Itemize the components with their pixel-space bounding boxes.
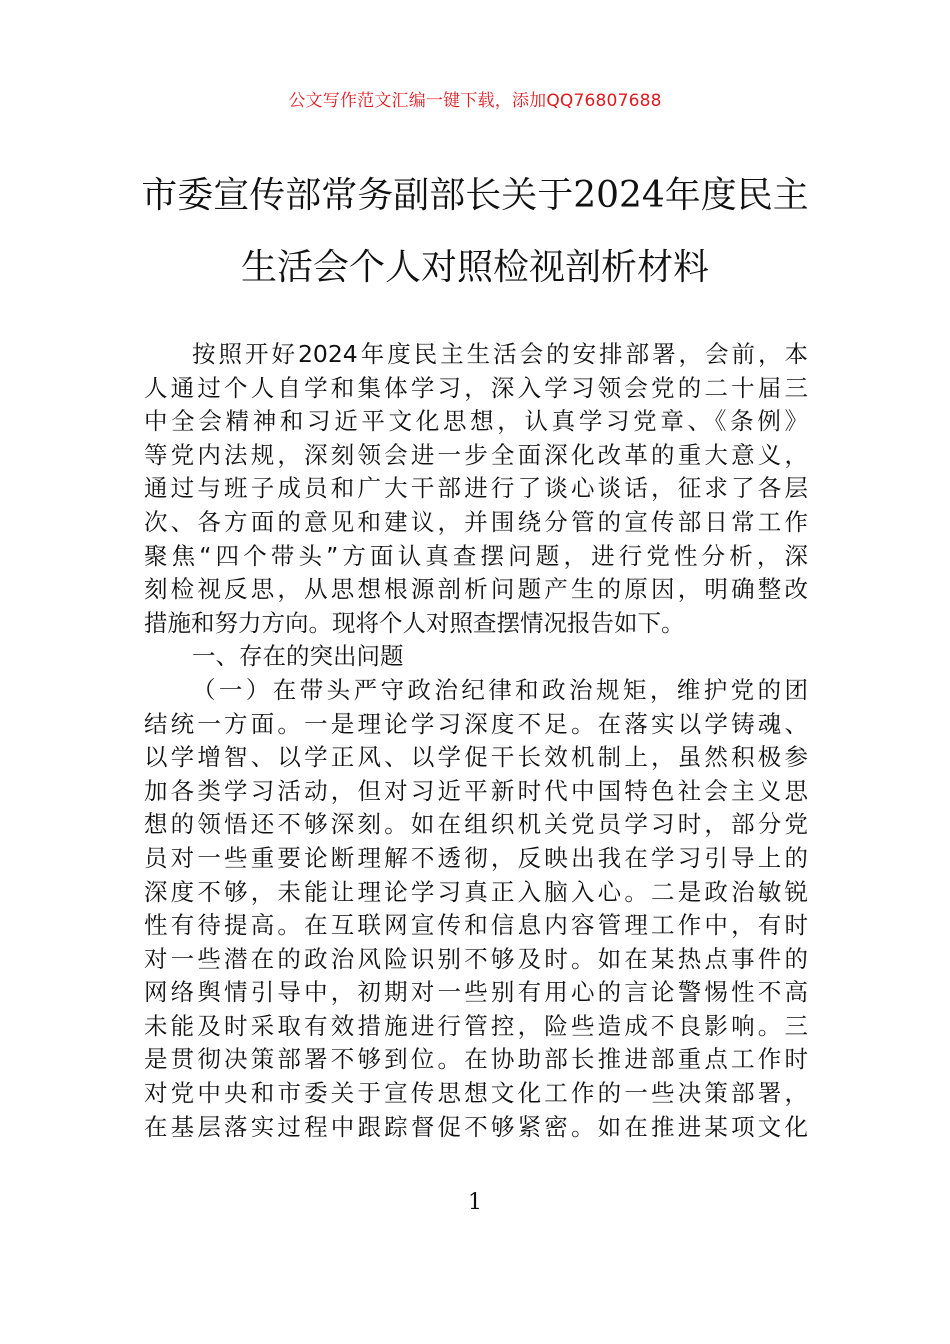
page-number: 1 (468, 1190, 482, 1215)
body-line: 对一些潜在的政治风险识别不够及时。如在某热点事件的 (144, 944, 808, 973)
body-line: 对党中央和市委关于宣传思想文化工作的一些决策部署， (144, 1079, 808, 1108)
document-title-line-1: 市委宣传部常务副部长关于2024年度民主 (141, 175, 809, 216)
document-body (144, 338, 808, 1144)
body-line: 次、各方面的意见和建议，并围绕分管的宣传部日常工作 (144, 507, 808, 536)
header-banner: 公文写作范文汇编一键下载，添加QQ76807688 (288, 91, 662, 111)
body-line: 聚焦“四个带头”方面认真查摆问题，进行党性分析，深 (144, 541, 808, 570)
body-line: 结统一方面。一是理论学习深度不足。在落实以学铸魂、 (144, 709, 808, 738)
body-line: 措施和努力方向。现将个人对照查摆情况报告如下。 (144, 608, 685, 637)
body-line: 按照开好2024年度民主生活会的安排部署，会前，本 (192, 340, 808, 368)
body-line: 想的领悟还不够深刻。如在组织机关党员学习时，部分党 (144, 810, 808, 839)
body-line: 未能及时采取有效措施进行管控，险些造成不良影响。三 (144, 1011, 808, 1040)
document-title-line-2: 生活会个人对照检视剖析材料 (240, 247, 709, 288)
body-line: 人通过个人自学和集体学习，深入学习领会党的二十届三 (144, 373, 808, 402)
body-line: 等党内法规，深刻领会进一步全面深化改革的重大意义， (144, 440, 808, 469)
body-line: 员对一些重要论断理解不透彻，反映出我在学习引导上的 (144, 843, 808, 872)
body-line: 深度不够，未能让理论学习真正入脑入心。二是政治敏锐 (144, 877, 808, 906)
body-line: 刻检视反思，从思想根源剖析问题产生的原因，明确整改 (144, 575, 808, 604)
body-line: 网络舆情引导中，初期对一些别有用心的言论警惕性不高 (144, 978, 808, 1007)
body-line: 在基层落实过程中跟踪督促不够紧密。如在推进某项文化 (144, 1112, 808, 1141)
body-line: 以学增智、以学正风、以学促干长效机制上，虽然积极参 (144, 743, 808, 772)
section-heading: 一、存在的突出问题 (192, 642, 404, 671)
body-line: 性有待提高。在互联网宣传和信息内容管理工作中，有时 (144, 911, 808, 940)
body-line: 是贯彻决策部署不够到位。在协助部长推进部重点工作时 (144, 1045, 808, 1074)
body-line: （一）在带头严守政治纪律和政治规矩，维护党的团 (192, 675, 808, 704)
body-line: 通过与班子成员和广大干部进行了谈心谈话，征求了各层 (144, 474, 808, 503)
body-line: 加各类学习活动，但对习近平新时代中国特色社会主义思 (144, 776, 808, 805)
body-line: 中全会精神和习近平文化思想，认真学习党章、《条例》 (144, 407, 808, 436)
